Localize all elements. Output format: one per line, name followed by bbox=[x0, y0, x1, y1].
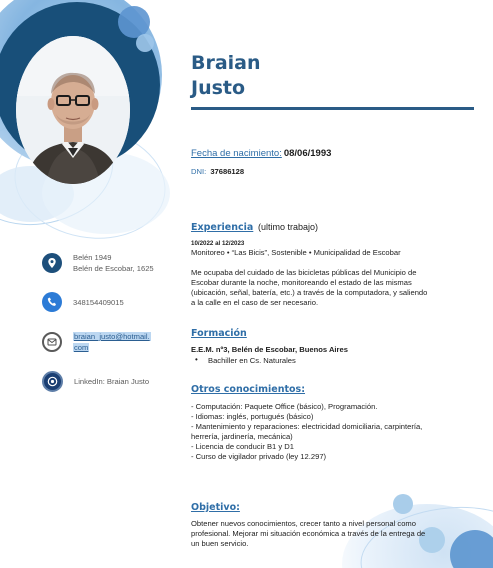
email-icon bbox=[42, 332, 62, 352]
first-name: Braian bbox=[191, 52, 261, 74]
experience-heading-row bbox=[191, 222, 318, 233]
contact-email bbox=[42, 331, 151, 353]
linkedin-icon bbox=[42, 371, 63, 392]
skill-line: - Idiomas: inglés, portugués (básico) bbox=[191, 412, 314, 421]
profile-photo bbox=[16, 36, 130, 184]
skill-line: - Licencia de conducir B1 y D1 bbox=[191, 442, 294, 451]
skills-list bbox=[191, 402, 483, 462]
dni-value: 37686128 bbox=[210, 167, 245, 176]
contact-linkedin bbox=[42, 371, 149, 392]
location-pin-icon bbox=[42, 253, 62, 273]
objective-line: Obtener nuevos conocimientos, crecer tanto a nivel personal como bbox=[191, 519, 416, 528]
experience-desc-line: (ubicación, señal, batería, etc.) a través de la computadora, y saliendo bbox=[191, 288, 428, 297]
birth-date-value: 08/06/1993 bbox=[283, 148, 332, 159]
linkedin-text: LinkedIn: Braian Justo bbox=[74, 377, 150, 386]
experience-heading: Experiencia bbox=[191, 222, 254, 233]
skill-line: - Curso de vigilador privado (ley 12.297) bbox=[191, 452, 327, 461]
experience-description bbox=[191, 268, 481, 308]
email-line-2[interactable]: com bbox=[74, 343, 89, 352]
address-text bbox=[73, 252, 154, 274]
experience-note: (ultimo trabajo) bbox=[257, 222, 318, 232]
dni-row bbox=[191, 167, 244, 176]
education-degree: • Bachiller en Cs. Naturales bbox=[191, 356, 296, 366]
birth-date-row bbox=[191, 148, 331, 159]
objective-text bbox=[191, 519, 481, 549]
email-line-1[interactable]: braian_justo@hotmail. bbox=[74, 332, 150, 341]
objective-line: profesional. Mejorar mi situación económica a través de la entrega de bbox=[191, 529, 426, 538]
skill-line: - Computación: Paquete Office (básico), Programación. bbox=[191, 402, 378, 411]
objective-line: un buen servicio. bbox=[191, 539, 249, 548]
last-name: Justo bbox=[191, 77, 246, 99]
portrait-illustration bbox=[16, 36, 130, 184]
skills-heading: Otros conocimientos: bbox=[191, 384, 306, 395]
phone-text: 348154409015 bbox=[73, 297, 124, 307]
skill-line: herrería, jardinería, mecánica) bbox=[191, 432, 293, 441]
experience-role: Monitoreo • “Las Bicis”, Sostenible • Municipalidad de Escobar bbox=[191, 248, 401, 257]
experience-desc-line: a la calle en el caso de ser necesario. bbox=[191, 298, 319, 307]
education-heading: Formación bbox=[191, 328, 247, 339]
address-line-1: Belén 1949 bbox=[73, 253, 112, 262]
experience-date: 10/2022 al 12/2023 bbox=[191, 240, 245, 247]
birth-date-label: Fecha de nacimiento: bbox=[191, 148, 282, 159]
education-list bbox=[191, 356, 296, 366]
experience-desc-line: Escobar durante la noche, monitoreando el estado de las mismas bbox=[191, 278, 412, 287]
email-link[interactable] bbox=[73, 331, 151, 353]
name-heading bbox=[191, 51, 261, 101]
objective-heading: Objetivo: bbox=[191, 502, 240, 513]
education-school: E.E.M. nº3, Belén de Escobar, Buenos Aires bbox=[191, 345, 348, 354]
name-divider bbox=[191, 107, 474, 110]
skill-line: - Mantenimiento y reparaciones: electricidad domiciliaria, carpintería, bbox=[191, 422, 423, 431]
address-line-2: Belén de Escobar, 1625 bbox=[73, 264, 154, 273]
decorative-dot bbox=[393, 494, 413, 514]
dni-label: DNI: bbox=[191, 167, 207, 176]
contact-phone bbox=[42, 292, 124, 312]
experience-desc-line: Me ocupaba del cuidado de las bicicletas públicas del Municipio de bbox=[191, 268, 417, 277]
decorative-dot bbox=[136, 34, 154, 52]
phone-icon bbox=[42, 292, 62, 312]
contact-address bbox=[42, 252, 154, 274]
